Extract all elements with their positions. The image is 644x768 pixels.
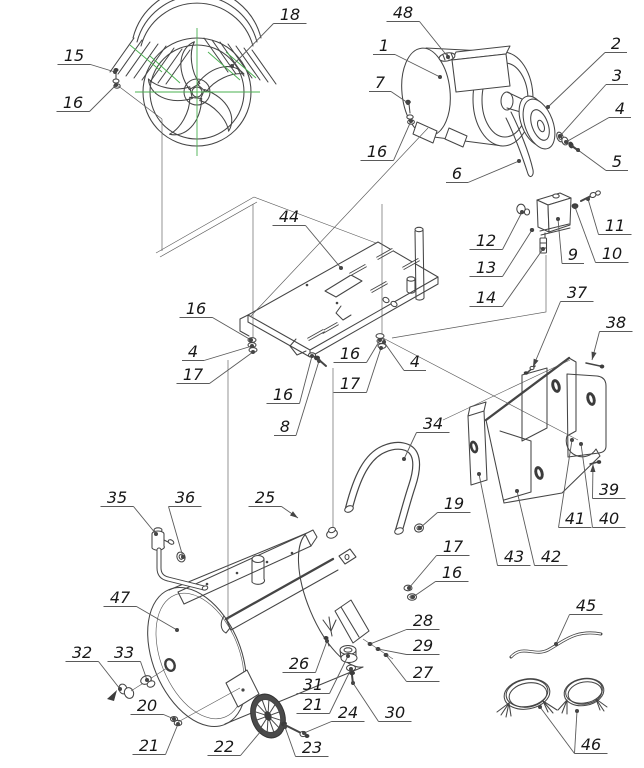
callout-19 xyxy=(418,494,471,530)
hose-coil-left xyxy=(497,675,557,717)
leader-line xyxy=(540,707,575,754)
terminal-box xyxy=(452,46,510,92)
leader-dot xyxy=(181,555,185,559)
callout-number: 47 xyxy=(109,588,131,607)
leader-dot xyxy=(517,159,521,163)
callout-number: 6 xyxy=(451,164,463,183)
leader-dot xyxy=(325,639,329,643)
callout-number: 36 xyxy=(174,488,196,507)
callout-number: 30 xyxy=(384,703,406,722)
leader-line xyxy=(300,356,313,404)
plate-square-hole xyxy=(325,275,362,297)
callout-number: 1 xyxy=(378,36,390,55)
callout-number: 42 xyxy=(540,547,562,566)
callout-number: 38 xyxy=(605,313,627,332)
leader-line xyxy=(99,662,121,690)
flywheel-fan xyxy=(130,28,260,156)
leader-dot xyxy=(175,628,179,632)
callout-number: 20 xyxy=(136,696,158,715)
leader-dot xyxy=(515,489,519,493)
callout-21 xyxy=(133,722,181,755)
leader-dot xyxy=(538,705,542,709)
callout-23 xyxy=(283,725,329,757)
callout-number: 21 xyxy=(138,736,160,755)
callout-44 xyxy=(273,207,344,270)
leader-dot xyxy=(310,354,314,358)
leader-line xyxy=(503,212,523,250)
leader-line xyxy=(213,318,252,341)
leader-dot xyxy=(384,653,388,657)
leader-dot xyxy=(145,678,149,682)
leader-dot xyxy=(118,687,122,691)
callout-number: 5 xyxy=(611,152,623,171)
leader-line xyxy=(420,513,438,529)
leader-dot xyxy=(302,731,306,735)
leader-line xyxy=(560,85,606,137)
leader-line xyxy=(479,474,498,566)
callout-number: 4 xyxy=(614,99,626,118)
callout-number: 18 xyxy=(279,5,301,24)
centerlines xyxy=(130,28,260,156)
callout-number: 22 xyxy=(213,737,235,756)
callout-number: 14 xyxy=(475,288,497,307)
leader-dot xyxy=(176,722,180,726)
callout-39 xyxy=(590,464,625,499)
callout-number: 11 xyxy=(604,216,626,235)
leader-line xyxy=(575,711,578,754)
leader-dot xyxy=(283,725,287,729)
callout-number: 28 xyxy=(412,611,434,630)
callout-number: 4 xyxy=(409,352,421,371)
callout-number: 17 xyxy=(182,365,204,384)
callout-number: 35 xyxy=(106,488,128,507)
leader-arrowhead xyxy=(533,359,538,367)
leader-dot xyxy=(113,70,117,74)
guard-back-panel xyxy=(567,374,606,457)
callout-number: 2 xyxy=(610,34,622,53)
leader-dot xyxy=(554,642,558,646)
leader-dot xyxy=(446,55,450,59)
leader-line xyxy=(413,582,436,598)
check-valve xyxy=(152,528,175,550)
leader-dot xyxy=(579,442,583,446)
callout-number: 46 xyxy=(580,735,602,754)
switch-top-knob xyxy=(553,194,559,198)
callout-number: 26 xyxy=(288,654,310,673)
leader-line xyxy=(304,722,332,734)
guard-side-strip xyxy=(468,402,487,485)
callout-16 xyxy=(334,338,383,363)
leader-line xyxy=(386,655,407,682)
callout-6 xyxy=(446,159,521,183)
leader-line xyxy=(367,348,382,393)
leader-dot xyxy=(407,586,411,590)
callout-15 xyxy=(58,46,118,74)
leader-dot xyxy=(573,205,577,209)
callout-number: 16 xyxy=(62,93,84,112)
hose-coils xyxy=(497,675,607,717)
callout-46 xyxy=(538,705,608,754)
drain-cock xyxy=(107,683,135,701)
callout-38 xyxy=(592,313,633,360)
callout-number: 43 xyxy=(503,547,525,566)
callout-4 xyxy=(564,99,631,144)
callout-30 xyxy=(351,681,412,722)
callout-5 xyxy=(576,148,628,171)
leader-dot xyxy=(402,457,406,461)
leader-line xyxy=(503,230,533,277)
callout-number: 31 xyxy=(302,675,324,694)
leader-dot xyxy=(541,247,545,251)
leader-dot xyxy=(249,338,253,342)
pump-unit xyxy=(110,0,276,156)
leader-line xyxy=(533,302,561,368)
leader-dot xyxy=(154,532,158,536)
callout-34 xyxy=(402,414,450,461)
callout-number: 37 xyxy=(566,283,588,302)
callout-4 xyxy=(382,340,426,371)
callout-number: 8 xyxy=(279,417,291,436)
leader-dot xyxy=(409,119,413,123)
leader-line xyxy=(91,65,116,73)
callout-16 xyxy=(267,354,315,404)
callout-number: 15 xyxy=(63,46,85,65)
callout-number: 44 xyxy=(278,207,300,226)
callout-number: 45 xyxy=(575,596,597,615)
callout-37 xyxy=(533,283,594,367)
leader-dot xyxy=(576,148,580,152)
callout-number: 24 xyxy=(337,703,359,722)
callout-number: 48 xyxy=(392,3,414,22)
leader-line xyxy=(566,118,609,143)
callout-number: 29 xyxy=(412,636,434,655)
motor-assembly xyxy=(398,46,579,177)
callout-number: 16 xyxy=(339,344,361,363)
callout-16 xyxy=(180,299,254,342)
callout-14 xyxy=(470,247,546,307)
callout-number: 10 xyxy=(601,244,623,263)
callout-number: 33 xyxy=(113,643,135,662)
belt-guard xyxy=(468,358,606,503)
leader-line xyxy=(134,507,157,535)
leader-line xyxy=(367,340,381,363)
callout-35 xyxy=(101,488,159,536)
callout-22 xyxy=(208,729,264,756)
callout-number: 39 xyxy=(598,480,620,499)
leader-dot xyxy=(349,667,353,671)
callout-number: 40 xyxy=(598,509,620,528)
callout-20 xyxy=(131,696,177,721)
tank-top-port xyxy=(325,526,338,539)
callout-16 xyxy=(361,119,414,161)
leader-line xyxy=(166,724,179,755)
leader-dot xyxy=(376,647,380,651)
callout-45 xyxy=(554,596,603,646)
leader-dot xyxy=(250,344,254,348)
callout-number: 16 xyxy=(272,385,294,404)
switch-fitting-bolt xyxy=(581,190,601,201)
leader-dot xyxy=(406,101,410,105)
leader-dot xyxy=(546,105,550,109)
leader-line xyxy=(306,226,342,269)
callout-number: 13 xyxy=(475,258,497,277)
callout-number: 16 xyxy=(366,142,388,161)
leader-line xyxy=(241,731,262,756)
callout-number: 19 xyxy=(443,494,465,513)
leader-line xyxy=(578,150,606,171)
callout-number: 3 xyxy=(611,66,623,85)
leader-dot xyxy=(564,140,568,144)
leader-dot xyxy=(530,228,534,232)
callout-number: 12 xyxy=(475,231,497,250)
callout-number: 4 xyxy=(187,342,199,361)
leader-line xyxy=(370,630,407,645)
leader-dot xyxy=(477,472,481,476)
callout-number: 7 xyxy=(374,73,386,92)
handle-tab xyxy=(339,549,356,564)
leader-line xyxy=(588,199,599,235)
leader-line xyxy=(90,85,117,112)
callout-number: 16 xyxy=(185,299,207,318)
callout-36 xyxy=(169,488,202,559)
leader-arrowhead xyxy=(592,352,597,360)
leader-line xyxy=(384,342,404,371)
callout-number: 23 xyxy=(301,738,323,757)
leader-dot xyxy=(346,654,350,658)
callout-29 xyxy=(376,636,440,655)
leader-dot xyxy=(378,338,382,342)
cooling-fins-right xyxy=(204,38,276,84)
leader-dot xyxy=(558,134,562,138)
leader-dot xyxy=(114,83,118,87)
leader-dot xyxy=(351,681,355,685)
callout-number: 21 xyxy=(302,695,324,714)
plate-flange-mid xyxy=(336,306,351,320)
callout-11 xyxy=(586,197,632,235)
leader-dot xyxy=(438,75,442,79)
leader-dot xyxy=(172,717,176,721)
leader-dot xyxy=(230,64,234,68)
leader-dot xyxy=(418,526,422,530)
callout-16 xyxy=(411,563,469,599)
leader-dot xyxy=(368,642,372,646)
cooling-fins-left xyxy=(110,38,190,84)
axle-bolt xyxy=(280,721,309,738)
callout-number: 17 xyxy=(339,374,361,393)
leader-line xyxy=(285,727,296,757)
leader-dot xyxy=(411,595,415,599)
callout-number: 9 xyxy=(567,245,579,264)
leader-dot xyxy=(586,197,590,201)
leader-dot xyxy=(575,709,579,713)
leader-dot xyxy=(379,346,383,350)
callout-number: 17 xyxy=(442,537,464,556)
plate-spacer xyxy=(382,296,398,307)
leader-dot xyxy=(251,350,255,354)
hose-coil-right xyxy=(558,675,607,714)
callout-33 xyxy=(108,643,150,682)
leader-dot xyxy=(339,266,343,270)
leader-dot xyxy=(382,340,386,344)
leader-dot xyxy=(570,438,574,442)
leader-dot xyxy=(259,729,263,733)
leader-line xyxy=(503,249,544,307)
leader-line xyxy=(548,53,605,108)
guard-screw-side xyxy=(586,363,604,369)
callout-number: 41 xyxy=(564,509,586,528)
callout-4 xyxy=(182,342,254,361)
leader-line xyxy=(468,161,519,183)
callout-number: 27 xyxy=(412,663,434,682)
callout-27 xyxy=(384,653,440,682)
leader-dot xyxy=(556,217,560,221)
callout-16 xyxy=(57,83,119,112)
callout-25 xyxy=(249,488,299,518)
leader-line xyxy=(394,121,412,161)
callout-number: 16 xyxy=(441,563,463,582)
leader-dot xyxy=(520,210,524,214)
leader-dot xyxy=(317,359,321,363)
callout-number: 25 xyxy=(254,488,276,507)
guard-main-panel xyxy=(486,358,600,503)
callout-12 xyxy=(470,210,525,250)
callout-number: 34 xyxy=(422,414,444,433)
callout-43 xyxy=(477,472,531,566)
leader-arrowhead xyxy=(290,511,298,518)
callout-number: 32 xyxy=(71,643,93,662)
leader-line xyxy=(169,507,184,558)
plate-standpipe xyxy=(415,227,424,300)
